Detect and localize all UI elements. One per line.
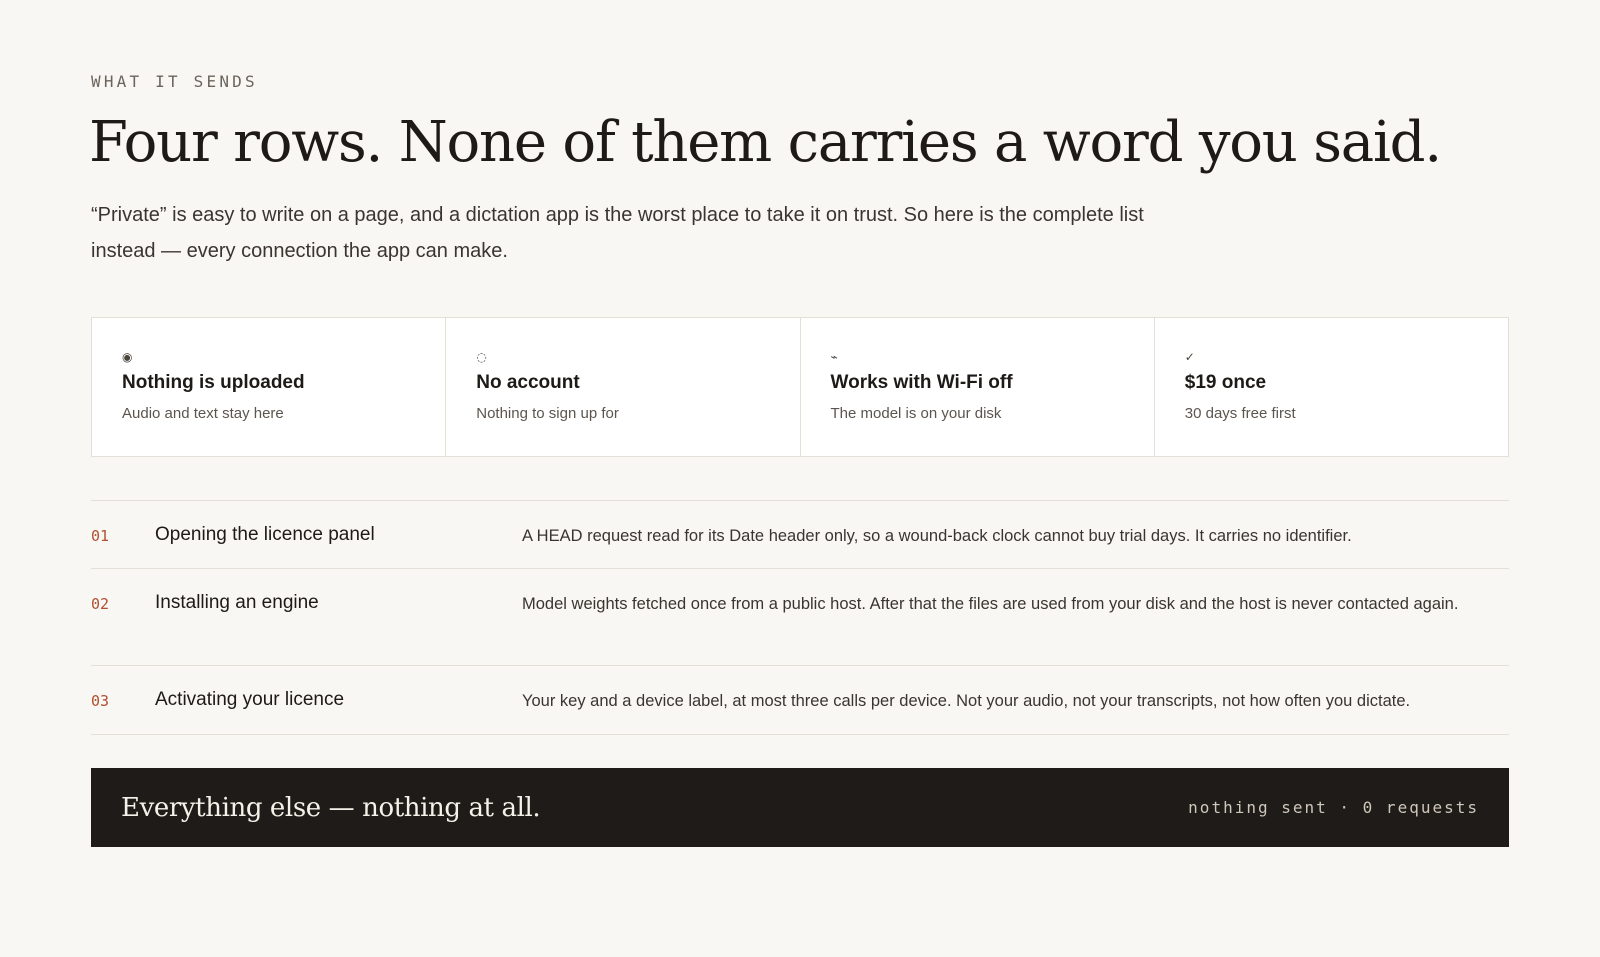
feature-card-account [446, 318, 800, 456]
feature-title: $19 once [1184, 372, 1267, 393]
feature-title: Nothing is uploaded [122, 372, 305, 393]
row-title: Installing an engine [155, 592, 319, 613]
feature-grid [91, 317, 1509, 457]
feature-title: No account [476, 372, 580, 393]
dashed-circle-icon: ◌ [476, 350, 487, 364]
list-item [91, 666, 1509, 735]
section-lede: “Private” is easy to write on a page, and a dictation app is the worst place to take it on trust. So here is the complete list instead — every connection the app can make. [91, 204, 1144, 262]
check-icon: ✓ [1184, 350, 1195, 364]
feature-card-offline [801, 318, 1155, 456]
page-title: Four rows. None of them carries a word you said. [89, 110, 1441, 175]
target-icon: ◉ [122, 350, 133, 364]
row-number: 01 [91, 527, 110, 545]
feature-subtitle: Audio and text stay here [122, 405, 284, 422]
feature-subtitle: 30 days free first [1184, 405, 1296, 422]
row-description: Model weights fetched once from a public host. After that the files are used from your disk and the host is never contacted again. [522, 595, 1459, 613]
feature-card-uploaded [92, 318, 446, 456]
feature-card-price [1155, 318, 1508, 456]
summary-bar [91, 768, 1509, 847]
feature-subtitle: The model is on your disk [830, 405, 1002, 422]
request-status: nothing sent · 0 requests [1188, 798, 1479, 817]
row-description: Your key and a device label, at most three calls per device. Not your audio, not your transcripts, not how often you dictate. [522, 692, 1411, 710]
row-number: 03 [91, 692, 110, 710]
feature-subtitle: Nothing to sign up for [476, 405, 619, 422]
row-title: Activating your licence [155, 689, 345, 710]
wifi-off-icon: ⌁ [830, 350, 838, 364]
summary-text: Everything else — nothing at all. [121, 792, 541, 823]
section-eyebrow: WHAT IT SENDS [91, 72, 258, 91]
connection-list [91, 500, 1509, 735]
list-item [91, 569, 1509, 666]
list-item [91, 501, 1509, 569]
feature-title: Works with Wi-Fi off [830, 372, 1013, 393]
row-title: Opening the licence panel [155, 524, 375, 545]
row-number: 02 [91, 595, 110, 613]
row-description: A HEAD request read for its Date header only, so a wound-back clock cannot buy trial days. It carries no identifier. [522, 527, 1352, 545]
